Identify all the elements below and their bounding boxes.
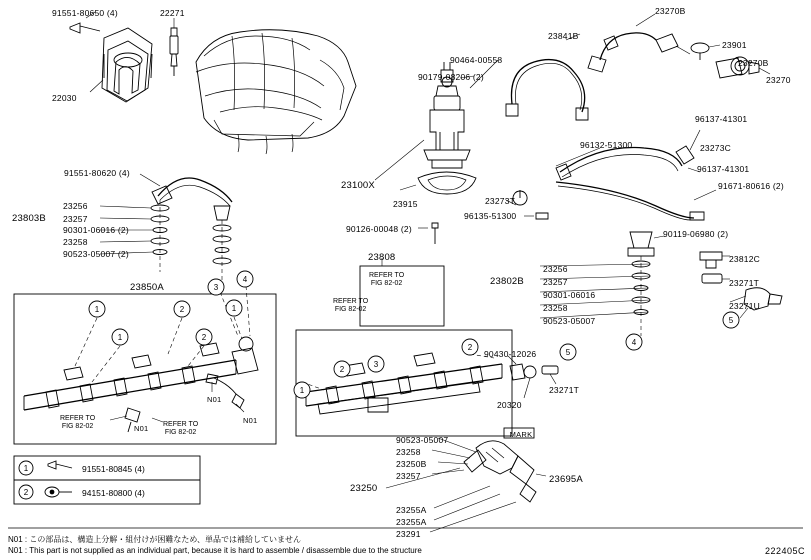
callout-90523-05007-left: 90523-05007 (2) bbox=[63, 249, 129, 259]
callout-90179-08206: 90179-08206 (2) bbox=[418, 72, 484, 82]
refer-to-box-4 bbox=[163, 421, 198, 437]
right-fuel-rail bbox=[299, 353, 502, 414]
callout-23273T: 23273T bbox=[485, 196, 516, 206]
callout-23901: 23901 bbox=[722, 40, 747, 50]
callout-23291: 23291 bbox=[396, 529, 421, 539]
callout-96137-41301-upper: 96137-41301 bbox=[695, 114, 748, 124]
part-23812C bbox=[700, 252, 730, 268]
n01-marker-1: N01 bbox=[207, 395, 222, 404]
svg-text:2: 2 bbox=[339, 365, 345, 374]
legend-item-1-text: 91551-80845 (4) bbox=[82, 464, 145, 474]
refer-to-line1: REFER TO bbox=[163, 421, 199, 428]
callout-23255A-1: 23255A bbox=[396, 505, 427, 515]
callout-23695A: 23695A bbox=[549, 474, 583, 485]
callout-23850A: 23850A bbox=[130, 282, 164, 293]
svg-text:2: 2 bbox=[179, 305, 185, 314]
note-english: N01 : This part is not supplied as an individual part, because it is hard to assemble / disassemble due to the structure bbox=[8, 546, 422, 555]
callout-91551-80650: 91551-80650 (4) bbox=[52, 8, 118, 18]
callout-23256-right: 23256 bbox=[543, 264, 568, 274]
callout-23256-left: 23256 bbox=[63, 201, 88, 211]
callout-22030: 22030 bbox=[52, 93, 77, 103]
callout-23271U: 23271U bbox=[729, 301, 760, 311]
part-23901 bbox=[691, 43, 720, 60]
svg-text:2: 2 bbox=[467, 343, 473, 352]
part-22271 bbox=[170, 18, 178, 76]
intake-manifold-outline bbox=[196, 30, 356, 154]
svg-text:2: 2 bbox=[201, 333, 207, 342]
refer-to-line2: FIG 82-02 bbox=[61, 423, 94, 430]
refer-to-line2: FIG 82-02 bbox=[334, 306, 367, 313]
callout-23808: 23808 bbox=[368, 252, 396, 263]
part-23271T-right bbox=[702, 274, 730, 283]
svg-text:1: 1 bbox=[117, 333, 123, 342]
callout-23915: 23915 bbox=[393, 199, 418, 209]
svg-text:5: 5 bbox=[728, 316, 734, 325]
callout-22271: 22271 bbox=[160, 8, 185, 18]
callout-23273C: 23273C bbox=[700, 143, 731, 153]
svg-text:1: 1 bbox=[231, 304, 237, 313]
callout-23270B-top: 23270B bbox=[655, 6, 686, 16]
svg-text:2: 2 bbox=[23, 488, 29, 497]
n01-marker-2: N01 bbox=[243, 416, 258, 425]
callout-90126-00048: 90126-00048 (2) bbox=[346, 224, 412, 234]
svg-text:3: 3 bbox=[373, 360, 379, 369]
callout-23257-injector: 23257 bbox=[396, 471, 421, 481]
callout-90523-05007-right: 90523-05007 bbox=[543, 316, 596, 326]
part-90126-00048 bbox=[418, 223, 438, 244]
callout-23802B: 23802B bbox=[490, 276, 524, 287]
part-22030 bbox=[90, 28, 152, 102]
refer-to-box-1 bbox=[369, 272, 404, 288]
callout-90523-05007-injector: 90523-05007 bbox=[396, 435, 449, 445]
note-japanese: N01 : この部品は、構造上分解・組付けが困難なため、単品では補給していません bbox=[8, 535, 302, 544]
refer-to-line2: FIG 82-02 bbox=[370, 280, 403, 287]
callout-96132-51300: 96132-51300 bbox=[580, 140, 633, 150]
svg-text:1: 1 bbox=[23, 464, 29, 473]
part-20320 bbox=[524, 366, 536, 398]
callout-23812C: 23812C bbox=[729, 254, 760, 264]
svg-text:4: 4 bbox=[631, 338, 637, 347]
callout-23257-left: 23257 bbox=[63, 214, 88, 224]
svg-text:3: 3 bbox=[213, 283, 219, 292]
refer-to-line1: REFER TO bbox=[333, 298, 369, 305]
part-23850A-rail bbox=[24, 286, 258, 432]
callout-90301-06016-left: 90301-06016 (2) bbox=[63, 225, 129, 235]
refer-to-box-3 bbox=[60, 415, 95, 431]
callout-96135-51300: 96135-51300 bbox=[464, 211, 517, 221]
callout-91551-80620: 91551-80620 (4) bbox=[64, 168, 130, 178]
svg-text:4: 4 bbox=[242, 275, 248, 284]
callout-90119-06980: 90119-06980 (2) bbox=[663, 229, 729, 239]
part-96135-51300 bbox=[524, 213, 548, 219]
part-23271T-small bbox=[542, 366, 558, 384]
callout-23100X: 23100X bbox=[341, 180, 375, 191]
callout-20320: 20320 bbox=[497, 400, 522, 410]
callout-23271T-right: 23271T bbox=[729, 278, 760, 288]
callout-23250: 23250 bbox=[350, 483, 378, 494]
callout-23250B: 23250B bbox=[396, 459, 427, 469]
legend-icon-grommet bbox=[45, 487, 72, 497]
callout-23803B: 23803B bbox=[12, 213, 46, 224]
part-23841B-hose bbox=[506, 34, 588, 120]
svg-text:1: 1 bbox=[299, 386, 305, 395]
callout-23258-right: 23258 bbox=[543, 303, 568, 313]
legend-icon-bolt bbox=[48, 461, 72, 469]
callout-23271T-small: 23271T bbox=[549, 385, 580, 395]
callout-91671-80616: 91671-80616 (2) bbox=[718, 181, 784, 191]
refer-to-line2: FIG 82-02 bbox=[164, 429, 197, 436]
part-90430-12026 bbox=[508, 356, 525, 380]
callout-23255A-2: 23255A bbox=[396, 517, 427, 527]
callout-23258-injector: 23258 bbox=[396, 447, 421, 457]
refer-to-line1: REFER TO bbox=[369, 272, 405, 279]
mark-box-label: MARK bbox=[509, 430, 533, 439]
callout-23270B: 23270B bbox=[738, 58, 769, 68]
svg-text:5: 5 bbox=[565, 348, 571, 357]
legend-item-2-text: 94151-80800 (4) bbox=[82, 488, 145, 498]
callout-90464-00558: 90464-00558 bbox=[450, 55, 503, 65]
callout-23257-right: 23257 bbox=[543, 277, 568, 287]
refer-to-box-2 bbox=[333, 298, 368, 314]
callout-23841B: 23841B bbox=[548, 31, 579, 41]
refer-to-line1: REFER TO bbox=[60, 415, 96, 422]
n01-marker-3: N01 bbox=[134, 424, 149, 433]
svg-text:1: 1 bbox=[94, 305, 100, 314]
diagram-code: 222405C bbox=[764, 546, 805, 556]
callout-23270: 23270 bbox=[766, 75, 791, 85]
callout-90301-06016-right: 90301-06016 bbox=[543, 290, 596, 300]
callout-90430-12026: 90430-12026 bbox=[484, 349, 537, 359]
callout-23258-left: 23258 bbox=[63, 237, 88, 247]
part-23270B-upper bbox=[588, 14, 690, 72]
callout-96137-41301-lower: 96137-41301 bbox=[697, 164, 750, 174]
